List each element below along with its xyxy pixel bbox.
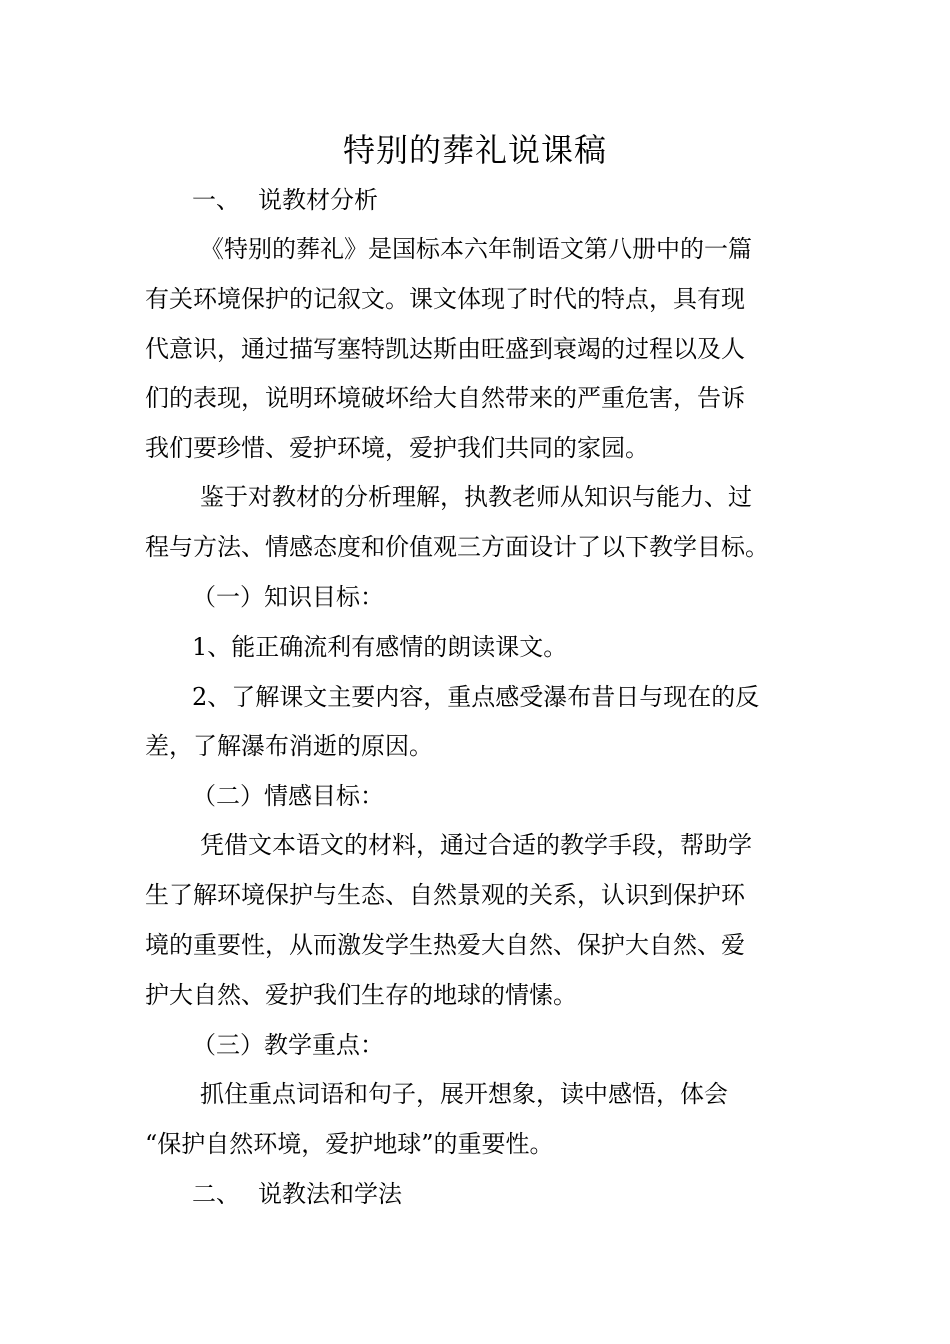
list-item: 1、能正确流利有感情的朗读课文。 — [192, 633, 568, 661]
paragraph-line: 代意识，通过描写塞特凯达斯由旺盛到衰竭的过程以及人 — [145, 335, 745, 363]
paragraph-line: 差，了解瀑布消逝的原因。 — [145, 732, 433, 760]
section-label: 说教材分析 — [258, 186, 378, 214]
document-title: 特别的葬礼说课稿 — [342, 131, 607, 169]
paragraph-line: 我们要珍惜、爱护环境，爱护我们共同的家园。 — [145, 434, 649, 462]
section-label: 说教法和学法 — [258, 1180, 402, 1208]
paragraph-line: 程与方法、情感态度和价值观三方面设计了以下教学目标。 — [145, 533, 769, 561]
paragraph-line: 有关环境保护的记叙文。课文体现了时代的特点，具有现 — [145, 285, 745, 313]
section-heading-1 — [192, 183, 378, 217]
section-number: 二、 — [192, 1180, 240, 1208]
paragraph-line: 凭借文本语文的材料，通过合适的教学手段，帮助学 — [200, 831, 752, 859]
list-item: 2、了解课文主要内容，重点感受瀑布昔日与现在的反 — [192, 683, 760, 711]
paragraph-line: 抓住重点词语和句子，展开想象，读中感悟，体会 — [200, 1080, 728, 1108]
subsection-heading: （一）知识目标： — [192, 583, 384, 611]
paragraph-line: 《特别的葬礼》是国标本六年制语文第八册中的一篇 — [200, 235, 752, 263]
paragraph-line: “保护自然环境，爱护地球”的重要性。 — [145, 1130, 554, 1158]
section-number: 一、 — [192, 186, 240, 214]
paragraph-line: 们的表现，说明环境破坏给大自然带来的严重危害，告诉 — [145, 384, 745, 412]
subsection-heading: （二）情感目标： — [192, 782, 384, 810]
paragraph-line: 鉴于对教材的分析理解，执教老师从知识与能力、过 — [200, 483, 752, 511]
section-heading-2 — [192, 1177, 402, 1211]
paragraph-line: 生了解环境保护与生态、自然景观的关系，认识到保护环 — [145, 881, 745, 909]
subsection-heading: （三）教学重点： — [192, 1031, 384, 1059]
paragraph-line: 护大自然、爱护我们生存的地球的情愫。 — [145, 981, 577, 1009]
paragraph-line: 境的重要性，从而激发学生热爱大自然、保护大自然、爱 — [145, 931, 745, 959]
